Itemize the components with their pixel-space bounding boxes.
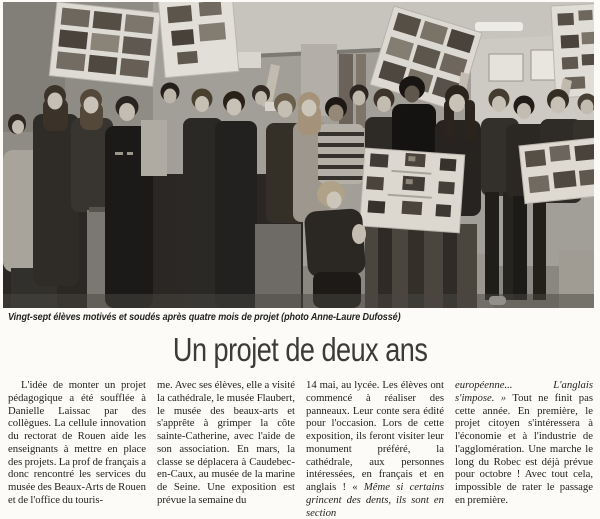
column-4-lead-italic: européenne... L'anglais s'impose. » [455,379,593,404]
photo-caption-text: Vingt-sept élèves motivés et soudés après quatre mois de projet (photo Anne-Laure Dufossé) [8,311,401,323]
photo-illustration [3,2,594,308]
column-2-text: me. Avec ses élèves, elle a visité la cathédrale, le musée Flaubert, le musée des beaux-arts et s'apprête à grimper la côte sainte-Catherine, avec l'aide de son association. En mars, la classe se déplacera à Caudebec-en-Caux, au musée de la marine de Seine. Une exposition est prévue la semaine du [157,379,295,506]
poster-board-bottom-centre [360,148,465,233]
column-3-text: 14 mai, au lycée. Les élèves ont commencé à réaliser des panneaux. Leur conte sera édité pour l'occasion. Lors de cette exposition, ils feront visiter leur monument préféré, la cathédrale, aux personnes intéressées, en français et en anglais ! « [306,379,444,493]
photo-bottom-shade [3,294,594,308]
striped-sweater [318,124,364,184]
article-body [8,379,593,519]
headline [0,331,600,373]
column-3-tail-italic: Même si certains grincent des dents, ils sont en section [306,481,444,519]
column-4-text: Tout ne finit pas cette année. En première, le projet citoyen s'intéressera à l'économie et à l'industrie de l'agglomération. Une marche le long du Robec est déjà prévue pour octobre ! Avec tout cela, impossible de rater le passage en première. [455,391,593,506]
article-column-3 [306,379,444,519]
poster-board-top-mid [158,2,239,78]
poster-board-far-right [551,3,594,97]
headline-text: Un projet de deux ans [172,331,428,368]
article-photo [3,2,594,308]
poster-board-top-left [49,2,160,86]
article-column-2 [157,379,295,519]
column-1-text: L'idée de monter un projet pédagogique a été soufflée à Danielle Laissac par des collègues. La cellule innovation du rectorat de Rouen aide les enseignants à mettre en place des projets. La prof de français a donc rencontré les services du musée des Beaux-Arts de Rouen et de l'office du touris- [8,379,146,506]
photo-caption [8,311,596,327]
article-column-1 [8,379,146,519]
poster-board-bottom-right [519,137,594,203]
article-column-4 [455,379,593,519]
photo-crowd [3,64,594,308]
